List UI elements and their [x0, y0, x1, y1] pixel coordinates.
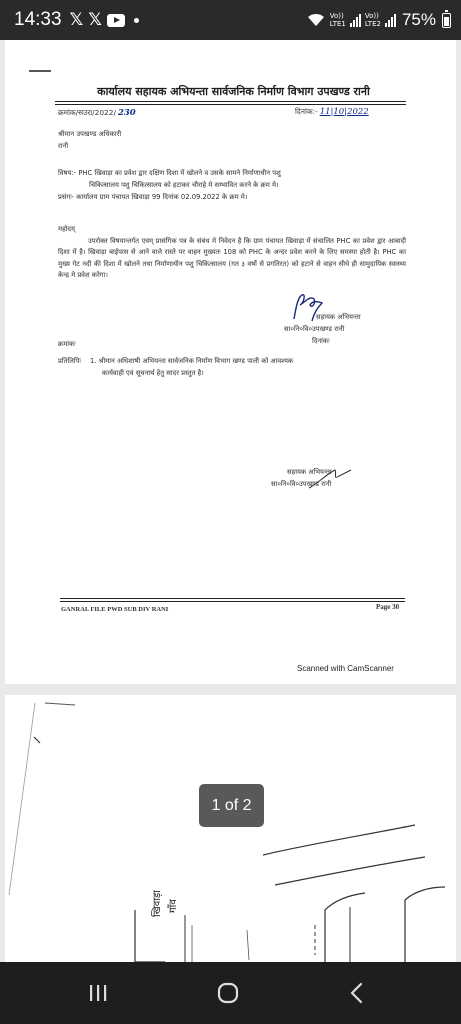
- signal-icon: [350, 14, 361, 27]
- map-label-village: गाँव: [168, 899, 179, 913]
- back-icon: [347, 981, 367, 1005]
- recipient-line1: श्रीमान उपखण्ड अधिकारी: [58, 130, 122, 138]
- letter-date-label: दिनांक:-: [295, 107, 318, 116]
- sim1-volte: Vo)): [329, 12, 344, 20]
- copy-line1: 1. श्रीमान अधिशाषी अभियन्ता सार्वजनिक निर्माण विभाग खण्ड पाली को आवश्यक: [90, 357, 294, 365]
- signatory1-date: दिनांकः: [312, 337, 330, 345]
- document-page-2[interactable]: [5, 695, 456, 962]
- letter-number-label: क्रमांक/सउरा/2022/: [58, 108, 116, 117]
- signatory1-title: सहायक अभियन्ता: [316, 313, 361, 321]
- letter-number: [58, 108, 136, 118]
- signal-icon: [385, 14, 396, 27]
- salutation: महोदय्: [58, 225, 75, 233]
- recent-apps-button[interactable]: [63, 962, 133, 1024]
- page-indicator: 1 of 2: [199, 784, 264, 827]
- header-rule: [55, 101, 406, 105]
- copy-label: प्रतिलिपिः: [58, 357, 81, 365]
- sim2-label: [365, 12, 381, 28]
- sim2-lte: LTE2: [364, 20, 381, 28]
- battery-icon: [442, 13, 451, 28]
- letter-date-value: 11|10|2022: [319, 107, 369, 117]
- sketch-map: [5, 695, 456, 962]
- signatory2-title: सहायक अभियन्ता: [287, 468, 332, 476]
- scanner-watermark: Scanned with CamScanner: [297, 664, 394, 673]
- back-button[interactable]: [322, 962, 392, 1024]
- footer-file-name: GANRAL FILE PWD SUB DIV RANI: [61, 606, 169, 613]
- sim1-label: [330, 12, 346, 28]
- copy-line2: कार्यवाही एवं सूचनार्थ हेतु सादर प्रस्तुत है।: [102, 369, 204, 377]
- home-icon: [216, 981, 240, 1005]
- notification-icons: [69, 9, 139, 30]
- clock: 14:33: [14, 9, 62, 30]
- youtube-icon: [107, 14, 125, 27]
- x-icon: 𝕏: [69, 9, 84, 30]
- letter-body: उपरोक्त विषयान्तर्गत एवम् प्रासंगिक पत्र के संबंध मे निवेदन है कि ग्राम पंचायत खिवाड़ा में संचालित PHC का प्रवेश द्वार आबादी दिशा में है। खिवाड़ा बाईपास से आने वाले रास्ते पर वाहन मुख्यतः 108 को PHC के अन्दर प्रवेश करने के लिए समस्या होती है। PHC का मुख्य गेट नदी की दिशा में खोलने तथा निर्माणाधीन पशु चिकित्सालय (गत ३ वर्षो से प्रगतिरत) को हटाने से वाहन सीधे ही सामुदायिक स्वास्थ्य केन्द्र मे प्रवेश करेगा।: [58, 237, 406, 280]
- letter-number-value: 230: [117, 108, 136, 118]
- recent-apps-icon: [87, 983, 109, 1003]
- footer-rule: [60, 598, 405, 602]
- signatory1-office: सा०नि०वि०उपखण्ड रानी: [284, 325, 345, 333]
- sim2-volte: Vo)): [364, 12, 379, 20]
- system-icons: [306, 10, 451, 30]
- dispatch-number-label: क्रमांकः: [58, 340, 76, 348]
- signatory2-office: सा०नि०वि०उपखण्ड रानी: [271, 480, 332, 488]
- document-page-1[interactable]: [5, 40, 456, 684]
- recipient-line2: रानी: [58, 142, 69, 150]
- scan-mark: [29, 70, 51, 72]
- x-icon: 𝕏: [88, 9, 102, 30]
- status-bar: [0, 0, 461, 40]
- letter-date: [295, 107, 369, 117]
- notification-dot-icon: [134, 18, 139, 23]
- office-title: कार्यालय सहायक अभियन्ता सार्वजनिक निर्माण विभाग उपखण्ड रानी: [97, 85, 370, 98]
- sim1-lte: LTE1: [329, 20, 346, 28]
- navigation-bar: [0, 962, 461, 1024]
- reference-line: प्रसंगः- कार्यालय ग्राम पंचायत खिवाड़ा 99 दिनांक 02.09.2022 के क्रम मे।: [58, 193, 248, 201]
- subject-line1: विषय:- PHC खिवाड़ा का प्रवेश द्वार दक्षिण दिशा में खोलने व उसके सामने निर्माणाधीन पशु: [58, 169, 281, 177]
- home-button[interactable]: [193, 962, 263, 1024]
- map-label-khiwada: खिवाड़ा: [152, 890, 163, 917]
- battery-percent: 75%: [401, 10, 436, 29]
- footer-page-number: Page 30: [376, 603, 400, 611]
- subject-line2: चिकित्सालय पशु चिकित्सालय को हटाकर चौराहे मे सम्भावित करने के क्रम मे।: [89, 181, 279, 189]
- wifi-icon: [306, 12, 326, 28]
